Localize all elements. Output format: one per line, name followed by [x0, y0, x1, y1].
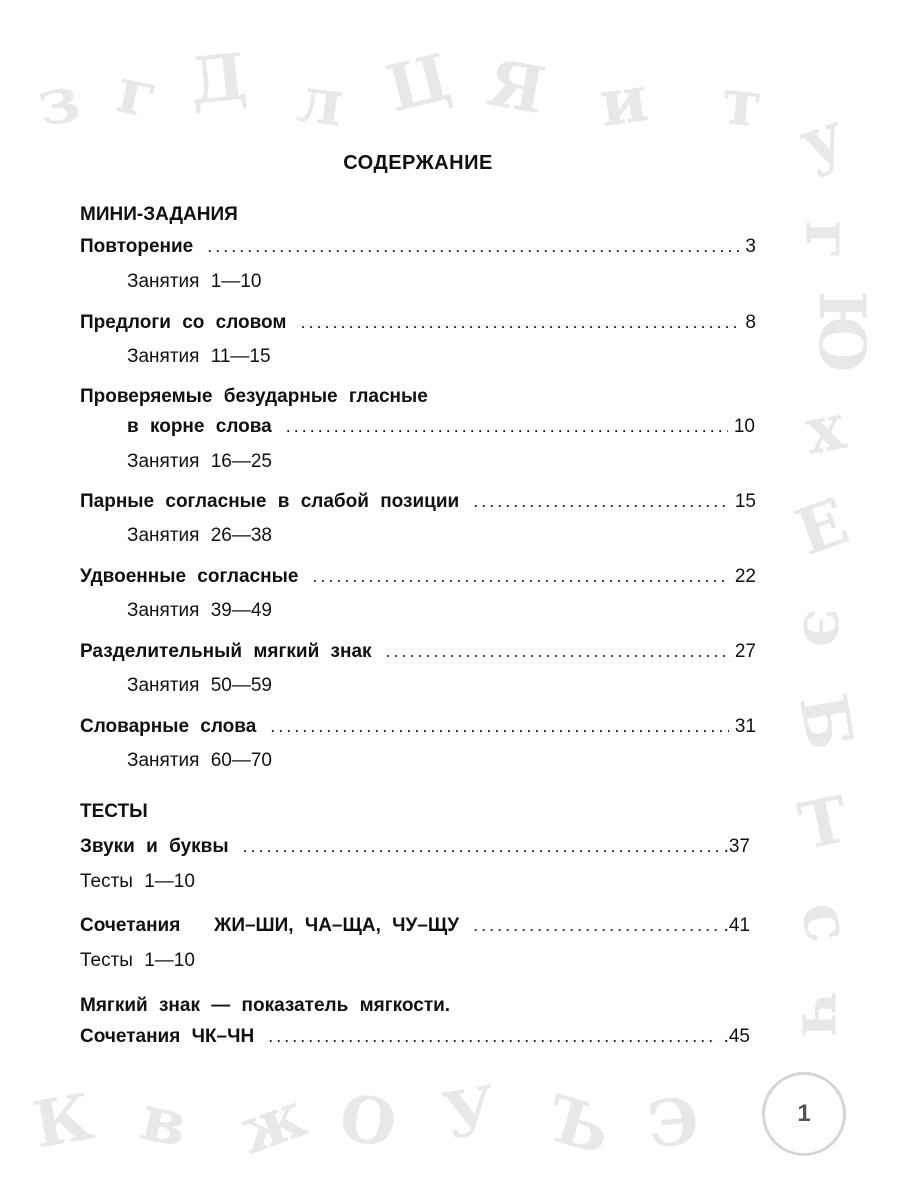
page-number: 1 [797, 1100, 811, 1127]
toc-entry-label: Разделительный мягкий знак [80, 641, 372, 662]
decor-letter: Э [644, 1083, 703, 1164]
decor-letter: Е [786, 483, 858, 572]
toc-entry[interactable] [80, 915, 750, 937]
leader-dots [270, 716, 729, 737]
decor-letter: Т [792, 781, 855, 866]
leader-dots [243, 836, 718, 857]
leader-dots [268, 1026, 717, 1047]
toc-entry[interactable] [80, 312, 756, 334]
decor-letter: К [27, 1079, 99, 1164]
decor-letter: с [785, 896, 867, 948]
toc-entry-sub: Тесты 1—10 [80, 871, 195, 892]
decor-letter: л [293, 61, 349, 142]
decor-letter: э [788, 608, 864, 648]
toc-entry[interactable] [80, 491, 756, 513]
toc-entry-label: Парные согласные в слабой позиции [80, 491, 460, 512]
toc-entry-page: 22 [734, 566, 756, 587]
decor-letter: и [594, 61, 653, 142]
toc-entry-sub: Занятия 1—10 [127, 271, 262, 292]
toc-entry[interactable] [80, 566, 756, 588]
decor-letter: Д [186, 39, 251, 120]
toc-entry-label: Предлоги со словом [80, 312, 287, 333]
section-heading-tests: ТЕСТЫ [80, 801, 148, 822]
decor-letter: г [110, 52, 165, 135]
decor-letter: Ц [379, 39, 458, 128]
toc-entry[interactable] [80, 836, 750, 858]
decor-letter: У [437, 1072, 502, 1155]
toc-entry-sub: Занятия 16—25 [127, 451, 272, 472]
toc-entry-label: Звуки и буквы [80, 836, 229, 857]
toc-entry-label: в корне слова [127, 416, 272, 437]
toc-entry-sub: Занятия 26—38 [127, 525, 272, 546]
toc-entry-page: .37 [723, 836, 750, 857]
toc-entry-page: 15 [734, 491, 756, 512]
toc-entry-label: Сочетания ЖИ–ШИ, ЧА–ЩА, ЧУ–ЩУ [80, 915, 460, 936]
toc-entry-page: 27 [734, 641, 756, 662]
decor-letter: т [718, 64, 766, 143]
leader-dots [312, 566, 728, 587]
toc-entry-label: Сочетания ЧК–ЧН [80, 1026, 255, 1047]
decor-letter: Ю [804, 290, 880, 374]
decor-letter: ж [228, 1077, 316, 1170]
toc-entry-label: Удвоенные согласные [80, 566, 299, 587]
decor-letter: Б [784, 688, 868, 756]
page-number-badge [762, 1072, 846, 1156]
toc-entry[interactable] [80, 716, 756, 738]
decor-letter: ч [786, 990, 862, 1038]
decor-letter: г [790, 220, 866, 260]
toc-entry[interactable] [80, 1026, 750, 1048]
toc-entry-page: 3 [745, 236, 756, 257]
decor-letter: з [31, 61, 85, 142]
toc-entry[interactable] [80, 236, 756, 258]
leader-dots [386, 641, 729, 662]
toc-entry[interactable] [127, 416, 755, 438]
toc-entry-label: Словарные слова [80, 716, 257, 737]
decor-letter: Ъ [538, 1081, 619, 1171]
toc-entry-page: 8 [745, 312, 756, 333]
toc-entry-sub: Занятия 60—70 [127, 750, 272, 771]
leader-dots [300, 312, 739, 333]
toc-entry-sub: Тесты 1—10 [80, 950, 195, 971]
leader-dots [207, 236, 739, 257]
decor-letter: О [335, 1080, 401, 1163]
toc-entry-sub: Занятия 39—49 [127, 600, 272, 621]
decor-letter: в [134, 1080, 194, 1163]
toc-entry-label: Повторение [80, 236, 194, 257]
toc-entry-page: 10 [733, 416, 755, 437]
toc-entry-label-line1: Мягкий знак — показатель мягкости. [80, 995, 451, 1016]
toc-entry-sub: Занятия 11—15 [127, 346, 271, 367]
toc-entry-page: .45 [723, 1026, 750, 1047]
decor-letter: у [790, 97, 855, 182]
leader-dots [286, 416, 728, 437]
toc-entry-sub: Занятия 50—59 [127, 675, 272, 696]
page-title: СОДЕРЖАНИЕ [343, 152, 493, 174]
decor-letter: х [799, 389, 851, 470]
toc-entry-page: 31 [734, 716, 756, 737]
section-heading-mini: МИНИ-ЗАДАНИЯ [80, 204, 238, 225]
toc-entry-page: .41 [723, 915, 750, 936]
decor-letter: Я [482, 45, 551, 130]
leader-dots [473, 915, 718, 936]
toc-entry-label-line1: Проверяемые безударные гласные [80, 386, 428, 407]
toc-entry[interactable] [80, 641, 756, 663]
leader-dots [473, 491, 729, 512]
